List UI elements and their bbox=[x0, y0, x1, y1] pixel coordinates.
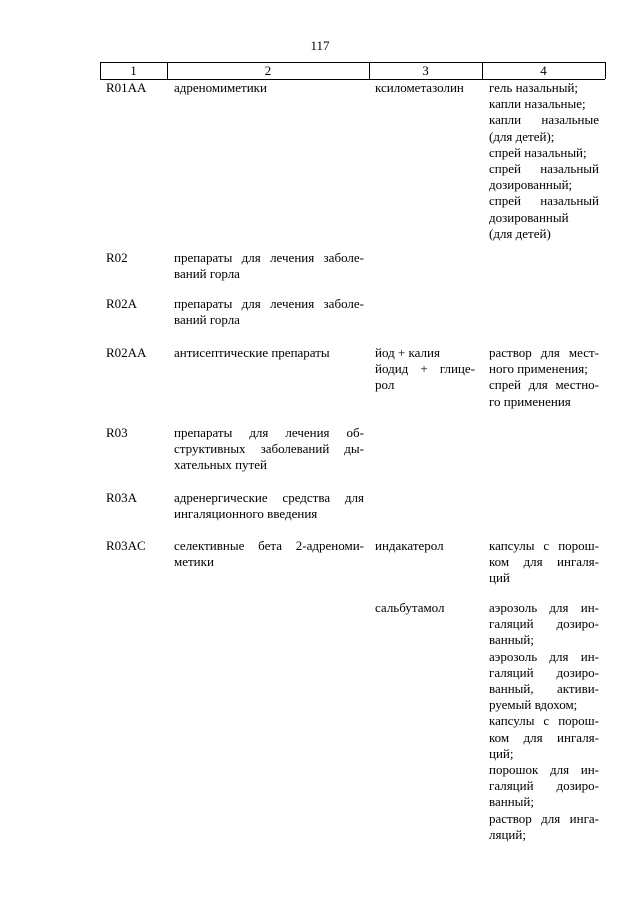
column-header-3: 3 bbox=[422, 63, 429, 78]
dosage-forms-line: дозированный; bbox=[489, 177, 573, 193]
dosage-forms-line: аэрозоль для ин- bbox=[489, 648, 599, 664]
dosage-forms-line: ляций; bbox=[489, 826, 526, 842]
anatomical-therapeutic-group-line: хательных путей bbox=[174, 457, 267, 473]
anatomical-therapeutic-group-line: препараты для лечения заболе- bbox=[174, 296, 364, 311]
dosage-forms-line: капсулы с порош- bbox=[489, 538, 599, 553]
dosage-forms-line: ком для ингаля- bbox=[489, 554, 599, 570]
atc-code: R03AC bbox=[106, 538, 146, 553]
drug-name bbox=[375, 345, 475, 394]
column-header-1: 1 bbox=[130, 63, 137, 78]
dosage-forms-line: дозированный bbox=[489, 209, 569, 225]
anatomical-therapeutic-group bbox=[174, 250, 364, 282]
dosage-forms-line: ванный, активи- bbox=[489, 681, 599, 697]
anatomical-therapeutic-group bbox=[174, 490, 364, 522]
anatomical-therapeutic-group bbox=[174, 80, 364, 96]
dosage-forms-line: капли назальные bbox=[489, 112, 599, 128]
dosage-forms-line: порошок для ин- bbox=[489, 762, 599, 778]
dosage-forms-line: ванный; bbox=[489, 632, 534, 648]
drug-name bbox=[375, 600, 475, 616]
dosage-forms-line: спрей для местно- bbox=[489, 377, 599, 393]
column-header-4: 4 bbox=[540, 63, 547, 78]
drug-name-line: рол bbox=[375, 377, 395, 393]
dosage-forms-line: ванный; bbox=[489, 794, 534, 810]
anatomical-therapeutic-group-line: препараты для лечения заболе- bbox=[174, 250, 364, 265]
dosage-forms-line: спрей назальный; bbox=[489, 144, 587, 160]
dosage-forms-line: ного применения; bbox=[489, 361, 588, 377]
dosage-forms-line: (для детей); bbox=[489, 128, 555, 144]
anatomical-therapeutic-group bbox=[174, 425, 364, 474]
dosage-forms bbox=[489, 80, 599, 242]
anatomical-therapeutic-group-line: антисептические препараты bbox=[174, 345, 330, 360]
dosage-forms-line: гель назальный; bbox=[489, 80, 579, 95]
dosage-forms-line: го применения bbox=[489, 393, 571, 409]
drug-name-line: индакатерол bbox=[375, 538, 444, 553]
drug-name bbox=[375, 80, 475, 96]
dosage-forms-line: аэрозоль для ин- bbox=[489, 600, 599, 615]
dosage-forms-line: ком для ингаля- bbox=[489, 729, 599, 745]
anatomical-therapeutic-group-line: ваний горла bbox=[174, 312, 240, 328]
anatomical-therapeutic-group-line: селективные бета 2-адреноми- bbox=[174, 538, 364, 553]
anatomical-therapeutic-group-line: препараты для лечения об- bbox=[174, 425, 364, 440]
drug-name bbox=[375, 538, 475, 554]
dosage-forms-line: капли назальные; bbox=[489, 96, 586, 112]
dosage-forms-line: галяций дозиро- bbox=[489, 778, 599, 794]
anatomical-therapeutic-group bbox=[174, 296, 364, 328]
atc-code: R02AA bbox=[106, 345, 147, 360]
anatomical-therapeutic-group-line: структивных заболеваний ды- bbox=[174, 441, 364, 457]
dosage-forms bbox=[489, 538, 599, 587]
drug-name-line: ксилометазолин bbox=[375, 80, 464, 95]
dosage-forms-line: спрей назальный bbox=[489, 193, 599, 209]
dosage-forms-line: раствор для мест- bbox=[489, 345, 599, 360]
drug-name-line: йодид + глице- bbox=[375, 361, 475, 377]
dosage-forms-line: раствор для инга- bbox=[489, 810, 599, 826]
atc-code: R02A bbox=[106, 296, 138, 311]
table-border-right bbox=[605, 62, 606, 79]
atc-code: R01AA bbox=[106, 80, 147, 95]
drug-name-line: сальбутамол bbox=[375, 600, 445, 615]
dosage-forms-line: руемый вдохом; bbox=[489, 697, 578, 713]
drug-name-line: йод + калия bbox=[375, 345, 440, 360]
column-header-2: 2 bbox=[264, 63, 272, 78]
anatomical-therapeutic-group-line: ваний горла bbox=[174, 266, 240, 282]
anatomical-therapeutic-group-line: метики bbox=[174, 554, 214, 570]
anatomical-therapeutic-group bbox=[174, 345, 364, 361]
dosage-forms bbox=[489, 600, 599, 843]
anatomical-therapeutic-group-line: ингаляционного введения bbox=[174, 506, 318, 522]
dosage-forms-line: галяций дозиро- bbox=[489, 616, 599, 632]
dosage-forms-line: ций bbox=[489, 570, 510, 586]
dosage-forms-line: капсулы с порош- bbox=[489, 713, 599, 729]
dosage-forms-line: ций; bbox=[489, 745, 514, 761]
anatomical-therapeutic-group-line: адренергические средства для bbox=[174, 490, 364, 505]
dosage-forms-line: спрей назальный bbox=[489, 161, 599, 177]
anatomical-therapeutic-group-line: адреномиметики bbox=[174, 80, 267, 95]
atc-code: R03A bbox=[106, 490, 138, 505]
anatomical-therapeutic-group bbox=[174, 538, 364, 570]
dosage-forms bbox=[489, 345, 599, 410]
dosage-forms-line: галяций дозиро- bbox=[489, 664, 599, 680]
page-number: 117 bbox=[310, 38, 330, 53]
dosage-forms-line: (для детей) bbox=[489, 225, 551, 241]
atc-code: R02 bbox=[106, 250, 128, 265]
atc-code: R03 bbox=[106, 425, 128, 440]
